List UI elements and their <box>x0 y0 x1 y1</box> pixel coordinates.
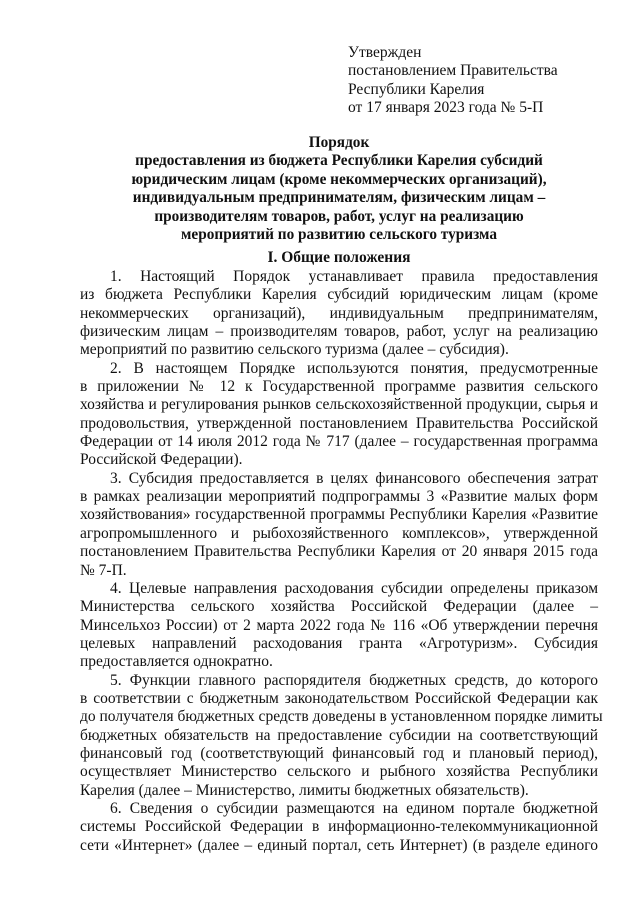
title-line: Порядок <box>308 134 370 151</box>
paragraph-3 <box>80 470 598 580</box>
paragraph-2 <box>80 360 598 470</box>
text-line: 2. В настоящем Порядке используются понятия, предусмотренные <box>110 359 598 377</box>
text-line: 1. Настоящий Порядок устанавливает правила предоставления <box>110 268 598 285</box>
paragraph-1 <box>80 268 598 360</box>
document-body <box>80 268 603 855</box>
text-line: целевых направлений расходования гранта «Агротуризм». Субсидия <box>80 634 598 652</box>
text-line: Минсельхоз России) от 2 марта 2022 года № 116 «Об утверждении перечня <box>80 616 598 634</box>
approval-block <box>348 44 598 117</box>
title-line: производителям товаров, работ, услуг на реализацию <box>154 207 524 225</box>
text-line: мероприятий по развитию сельского туризма (далее – субсидия). <box>80 341 509 359</box>
text-line: продовольствия, утвержденной постановлением Правительства Российской <box>80 414 598 432</box>
text-line: постановлением Правительства Республики Карелия от 20 января 2015 года <box>80 543 598 561</box>
title-line: мероприятий по развитию сельского туризма <box>181 226 497 244</box>
text-line: № 7-П. <box>80 561 127 579</box>
text-line: 3. Субсидия предоставляется в целях финансового обеспечения затрат <box>110 469 598 487</box>
text-line: агропромышленного и рыбохозяйственного комплексов», утвержденной <box>80 524 598 542</box>
text-line: 4. Целевые направления расходования субсидии определены приказом <box>110 579 598 597</box>
text-line: 5. Функции главного распорядителя бюджетных средств, до которого <box>110 671 598 689</box>
text-line: системы Российской Федерации в информационно-телекоммуникационной <box>80 818 598 836</box>
approval-line: Утвержден <box>348 44 422 61</box>
paragraph-5 <box>80 671 603 800</box>
text-line: бюджетных обязательств на предоставление субсидии на соответствующий <box>80 726 598 744</box>
approval-line: от 17 января 2023 года № 5-П <box>348 98 544 116</box>
text-line: сети «Интернет» (далее – единый портал, сеть Интернет) (в разделе единого <box>80 836 598 854</box>
paragraph-6 <box>80 800 598 855</box>
text-line: Министерства сельского хозяйства Российской Федерации (далее – <box>80 598 598 616</box>
text-line: некоммерческих организаций), индивидуальным предпринимателям, <box>80 304 598 322</box>
text-line: Федерации от 14 июля 2012 года № 717 (далее – государственная программа <box>80 433 598 451</box>
text-line: хозяйства и регулирования рынков сельскохозяйственной продукции, сырья и <box>80 396 598 414</box>
text-line: хозяйствования» государственной программы Республики Карелия «Развитие <box>80 506 598 524</box>
text-line: Российской Федерации). <box>80 451 243 469</box>
title-line: индивидуальным предпринимателям, физическим лицам – <box>132 189 546 207</box>
title-line: предоставления из бюджета Республики Карелия субсидий <box>135 152 543 170</box>
title-line: юридическим лицам (кроме некоммерческих организаций), <box>131 170 547 188</box>
text-line: физическим лицам – производителям товаров, работ, услуг на реализацию <box>80 323 598 341</box>
text-line: финансовый год (соответствующий финансовый год и плановый период), <box>80 744 598 762</box>
text-line: 6. Сведения о субсидии размещаются на едином портале бюджетной <box>110 799 598 817</box>
text-line: осуществляет Министерство сельского и рыбного хозяйства Республики <box>80 763 598 781</box>
text-line: из бюджета Республики Карелия субсидий юридическим лицам (кроме <box>80 286 598 304</box>
text-line: в приложении № 12 к Государственной программе развития сельского <box>80 378 598 396</box>
text-line: до получателя бюджетных средств доведены в установленном порядке лимиты <box>80 708 603 726</box>
approval-line: Республики Карелия <box>348 80 485 98</box>
section-heading: I. Общие положения <box>267 249 411 266</box>
text-line: Карелия (далее – Министерство, лимиты бюджетных обязательств). <box>80 781 529 799</box>
text-line: в соответствии с бюджетным законодательством Российской Федерации как <box>80 689 598 707</box>
text-line: в рамках реализации мероприятий подпрограммы 3 «Развитие малых форм <box>80 488 598 506</box>
approval-line: постановлением Правительства <box>348 62 558 80</box>
paragraph-4 <box>80 580 598 672</box>
text-line: предоставляется однократно. <box>80 653 273 671</box>
document-title <box>90 134 588 244</box>
